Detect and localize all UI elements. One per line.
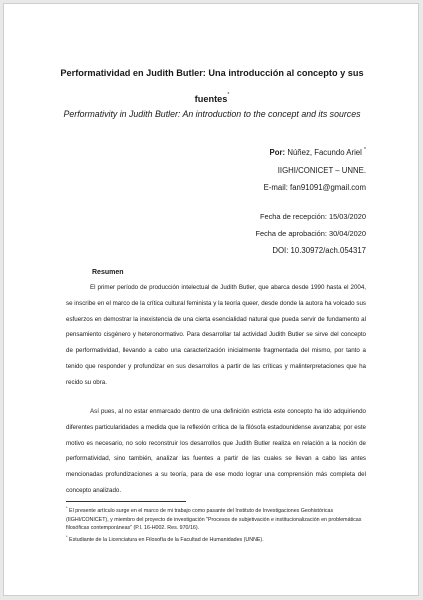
author-affiliation: IIGHI/CONICET – UNNE. [277,165,366,175]
author-email: E-mail: fan91091@gmail.com [263,183,366,192]
footnote-divider [66,501,186,502]
author-name: Núñez, Facundo Ariel [287,148,362,157]
date-approved: Fecha de aprobación: 30/04/2020 [255,229,366,238]
date-received: Fecha de recepción: 15/03/2020 [259,212,366,221]
author-label: Por: [269,148,286,157]
paper-subtitle-english: Performativity in Judith Butler: An introduction to the concept and its sources [63,109,361,119]
author-line [264,142,366,162]
footnotes [66,504,366,544]
paper-title: Performatividad en Judith Butler: Una introducción al concepto y sus fuentes* [60,68,364,104]
publication-dates [255,208,366,259]
summary-paragraph-1: El primer período de producción intelectual de Judith Butler, que abarca desde 1990 hasta el 2004, se inscribe en el marco de la crítica cultural feminista y la teoría queer, desde donde la autora ha volcado sus esfuerzos en demostrar la inexistencia de una cierta esencialidad natural que pueda servir de fundamento al pensamiento cisgénero y heteronormativo. Para desarrollar tal actividad Judith Butler se sirve del concepto de performatividad, llevando a cabo una caracterización inicialmente fragmentada del mismo, por tanto a tenido que responder y profundizar en sus desarrollos a partir de las críticas y malinterpretaciones que ha recido su obra. [66,284,366,386]
footnote-1: * El presente artículo surge en el marco de mi trabajo como pasante del Instituto de Investigaciones Geohistóricas (IIGHI/CONICET), y miembro del proyecto de investigación "Procesos de subjetivación e institucionalización en problemáticas filosóficas contemporáneas" (P.I. 16-H002. Res. 970/16). [66,505,362,532]
summary-paragraph-2: Así pues, al no estar enmarcado dentro de una definición estricta este concepto ha ido adquiriendo diferentes particularidades a medida que la reflexión crítica de la filósofa estadounidense avanzaba; por este motivo es necesario, no solo reconstruir los desarrollos que Judith Butler realiza en relación a la noción de performatividad, sino también, analizar las fuentes a partir de las cuales se llevan a cabo las antes mencionadas profundizaciones a su teoría, para de ese modo lograr una comprensión más completa del concepto analizado. [66,408,366,494]
author-block [264,142,366,197]
doi: DOI: 10.30972/ach.054317 [272,246,366,255]
footnote-2: * Estudiante de la Licenciatura en Filosofía de la Facultad de Humanidades (UNNE). [66,533,264,543]
document-page [3,3,419,596]
title-footnote-mark: * [227,92,230,98]
summary-heading: Resumen [92,269,124,276]
author-footnote-mark: * [364,147,366,153]
